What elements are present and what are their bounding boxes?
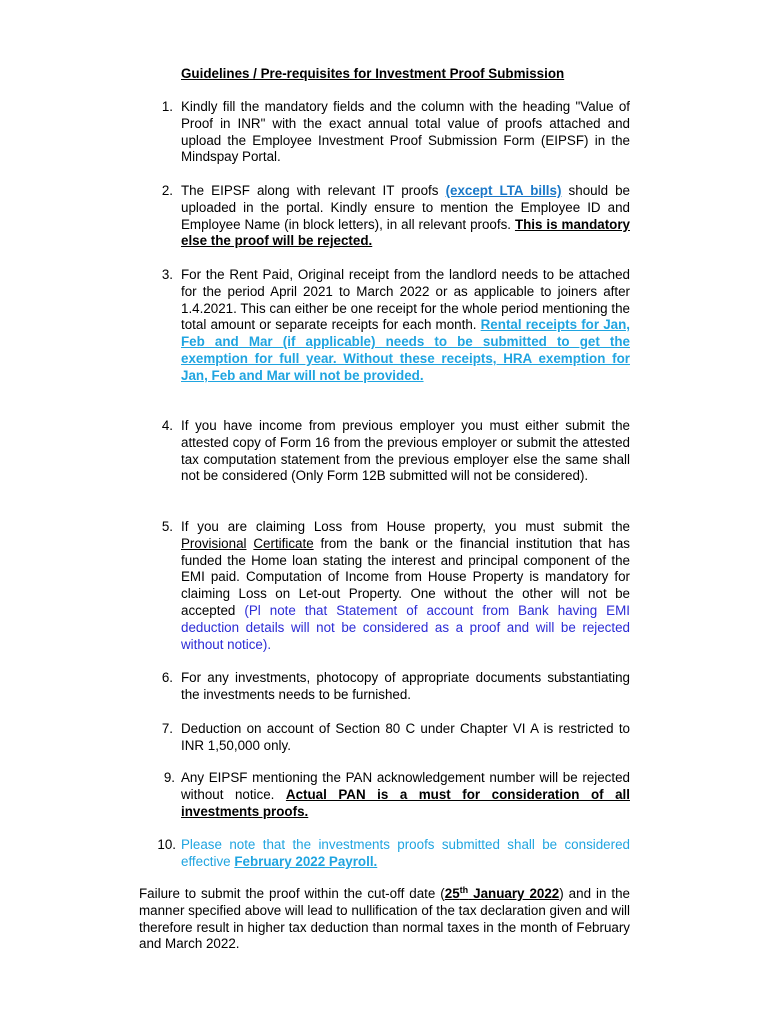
footer-text: ) and in the manner specified above will lead to nullification of the tax declaration given and will therefore result in higher tax deduction than normal taxes in the month of February and March 2022. (139, 886, 630, 952)
cutoff-month-year: January 2022 (468, 886, 560, 901)
guideline-item-7 (181, 721, 630, 755)
guideline-item-10 (181, 837, 630, 871)
footer-text: Failure to submit the proof within the cut-off date ( (139, 886, 445, 901)
mandatory-warning: This is mandatory else the proof will be rejected. (181, 216, 630, 249)
item-number: 10. (157, 837, 176, 852)
lta-exception-link[interactable]: (except LTA bills) (445, 183, 562, 198)
cutoff-day: 25 (444, 886, 460, 901)
item-number: 3. (161, 267, 173, 282)
cutoff-date (445, 886, 560, 901)
document-title: Guidelines / Pre-requisites for Investment Proof Submission (181, 66, 565, 81)
item-text: For the Rent Paid, Original receipt from the landlord needs to be attached for the period April 2021 to March 2022 or as applicable to joiners after 1.4.2021. This can either be one receipt for the whole period mentioning the total amount or separate receipts for each month. (181, 267, 630, 333)
item-number: 2. (161, 183, 173, 198)
guideline-item-3 (181, 267, 630, 385)
certificate-word: Certificate (253, 535, 314, 551)
item-text: Deduction on account of Section 80 C under Chapter VI A is restricted to INR 1,50,000 only. (181, 721, 630, 753)
item-number: 4. (161, 418, 173, 433)
item-number: 1. (161, 99, 173, 114)
item-number: 6. (161, 670, 173, 685)
effective-payroll: February 2022 Payroll. (234, 853, 378, 869)
actual-pan-note: Actual PAN is a must for consideration of all investments proofs. (181, 786, 630, 819)
item-text: If you have income from previous employer you must either submit the attested copy of Form 16 from the previous employer or submit the attested tax computation statement from the previous employer else the same shall not be considered (Only Form 12B submitted will not be considered). (181, 418, 630, 484)
guideline-item-6 (181, 670, 630, 704)
item-number: 5. (161, 519, 173, 534)
item-text: If you are claiming Loss from House property, you must submit the (181, 519, 630, 534)
provisional-word: Provisional (181, 535, 247, 551)
footer-paragraph (139, 886, 630, 953)
item-text: from the bank or the financial institution that has funded the Home loan stating the interest and principal component of the EMI paid. Computation of Income from House Property is mandatory for claiming Loss on Let-out Property. One without the other will not be accepted (181, 535, 630, 618)
item-number: 9. (163, 770, 175, 785)
item-text: Any EIPSF mentioning the PAN acknowledgement number will be rejected without notice. (181, 770, 630, 802)
guideline-item-9 (181, 770, 630, 820)
rental-receipt-note: Rental receipts for Jan, Feb and Mar (if applicable) needs to be submitted to get the exemption for full year. Without these receipts, HRA exemption for Jan, Feb and Mar will not be provided. (181, 317, 630, 383)
cutoff-day-suffix: th (459, 885, 469, 895)
bank-statement-note: (Pl note that Statement of account from Bank having EMI deduction details will not be considered as a proof and will be rejected without notice). (181, 602, 630, 652)
guideline-item-1 (181, 99, 630, 166)
item-text: should be uploaded in the portal. Kindly ensure to mention the Employee ID and Employee Name (in block letters), in all relevant proofs. (181, 183, 631, 232)
item-text: Please note that the investments proofs submitted shall be considered effective (181, 837, 630, 869)
guideline-item-2 (181, 183, 630, 250)
item-text: Kindly fill the mandatory fields and the column with the heading "Value of Proof in INR" with the exact annual total value of proofs attached and upload the Employee Investment Proof Submission Form (EIPSF) in the Mindspay Portal. (181, 99, 630, 165)
guideline-item-4 (181, 418, 630, 485)
item-number: 7. (161, 721, 173, 736)
item-text: For any investments, photocopy of appropriate documents substantiating the investments needs to be furnished. (181, 670, 630, 702)
item-text: The EIPSF along with relevant IT proofs (181, 183, 446, 198)
guideline-item-5 (181, 519, 630, 653)
